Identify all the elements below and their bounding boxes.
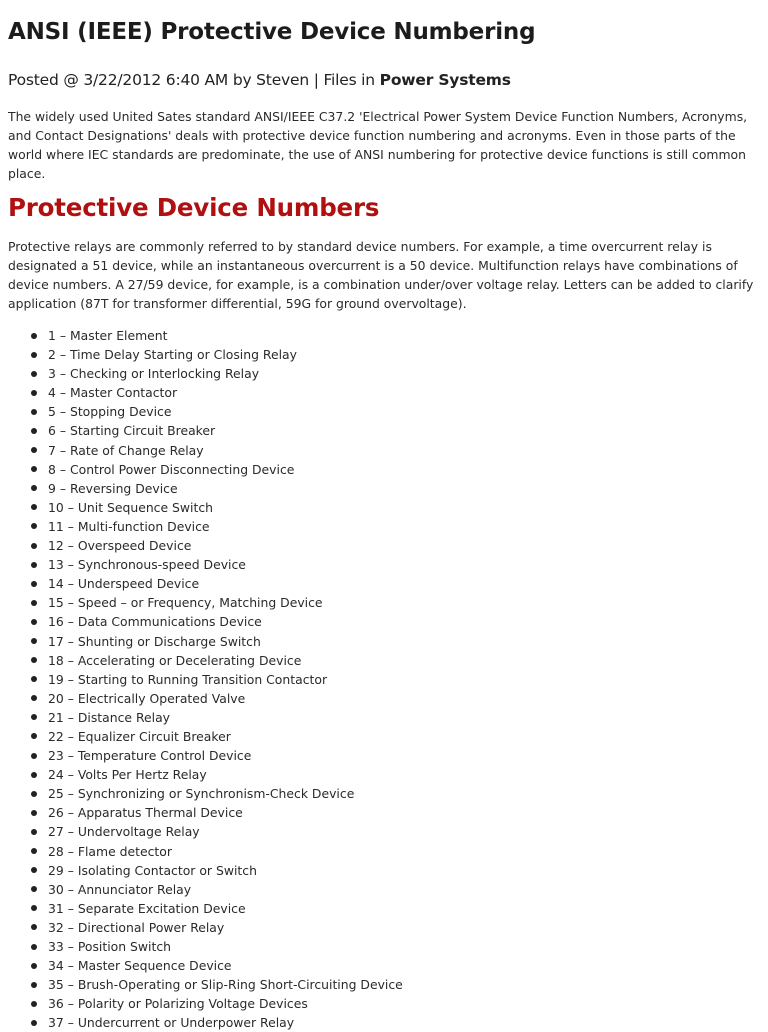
- list-item: [8, 402, 403, 421]
- post-category-link[interactable]: Power Systems: [379, 71, 511, 89]
- post-date: 3/22/2012 6:40 AM: [83, 71, 229, 89]
- bullet-icon: [31, 543, 37, 549]
- list-item-text: 30 – Annunciator Relay: [48, 881, 192, 897]
- bullet-icon: [31, 733, 37, 739]
- bullet-icon: [31, 772, 37, 778]
- bullet-icon: [31, 638, 37, 644]
- list-item: [8, 536, 403, 555]
- list-item: [8, 326, 403, 345]
- list-item-text: 6 – Starting Circuit Breaker: [48, 423, 216, 439]
- list-item-text: 14 – Underspeed Device: [48, 576, 200, 592]
- bullet-icon: [31, 714, 37, 720]
- files-in-label: | Files in: [308, 71, 380, 89]
- section-paragraph: Protective relays are commonly referred to by standard device numbers. For example, a time overcurrent relay is designated a 51 device, while an instantaneous overcurrent is a 50 device. Multifunction relays have combinations of device numbers. A 27/59 device, for example, is a combination under/over voltage relay. Letters can be added to clarify application (87T for transformer differential, 59G for ground overvoltage).: [8, 239, 754, 311]
- list-item-text: 28 – Flame detector: [48, 843, 172, 859]
- list-item-text: 4 – Master Contactor: [48, 385, 178, 401]
- bullet-icon: [31, 848, 37, 854]
- list-item-text: 11 – Multi-function Device: [48, 518, 210, 534]
- list-item: [8, 937, 403, 956]
- bullet-icon: [31, 371, 37, 377]
- list-item: [8, 708, 403, 727]
- list-item: [8, 345, 403, 364]
- list-item-text: 9 – Reversing Device: [48, 480, 178, 496]
- list-item-text: 12 – Overspeed Device: [48, 538, 192, 554]
- list-item: [8, 460, 403, 479]
- bullet-icon: [31, 963, 37, 969]
- bullet-icon: [31, 581, 37, 587]
- list-item: [8, 784, 403, 803]
- bullet-icon: [31, 504, 37, 510]
- bullet-icon: [31, 409, 37, 415]
- bullet-icon: [31, 1020, 37, 1026]
- list-item: [8, 994, 403, 1013]
- bullet-icon: [31, 676, 37, 682]
- list-item-text: 33 – Position Switch: [48, 939, 171, 954]
- bullet-icon: [31, 600, 37, 606]
- bullet-icon: [31, 829, 37, 835]
- bullet-icon: [31, 886, 37, 892]
- posted-prefix: Posted @: [8, 71, 84, 89]
- list-item-text: 35 – Brush-Operating or Slip-Ring Short-Circuiting Device: [48, 977, 403, 993]
- list-item-text: 37 – Undercurrent or Underpower Relay: [48, 1015, 295, 1031]
- bullet-icon: [31, 905, 37, 911]
- bullet-icon: [31, 333, 37, 339]
- by-label: by: [228, 71, 257, 89]
- bullet-icon: [31, 428, 37, 434]
- list-item: [8, 803, 403, 822]
- list-item: [8, 975, 403, 994]
- list-item-text: 17 – Shunting or Discharge Switch: [48, 633, 261, 649]
- list-item-text: 27 – Undervoltage Relay: [48, 824, 200, 840]
- list-item: [8, 612, 403, 631]
- bullet-icon: [31, 619, 37, 625]
- list-item: [8, 689, 403, 708]
- device-number-list: [8, 326, 403, 1032]
- list-item-text: 23 – Temperature Control Device: [48, 748, 252, 764]
- list-item: [8, 670, 403, 689]
- post-author[interactable]: Steven: [256, 71, 309, 89]
- list-item: [8, 517, 403, 536]
- list-item: [8, 1013, 403, 1032]
- list-item-text: 18 – Accelerating or Decelerating Device: [48, 652, 302, 668]
- list-item: [8, 479, 403, 498]
- list-item-text: 13 – Synchronous-speed Device: [48, 557, 246, 573]
- list-item-text: 3 – Checking or Interlocking Relay: [48, 366, 260, 382]
- list-item-text: 32 – Directional Power Relay: [48, 919, 225, 935]
- list-item-text: 31 – Separate Excitation Device: [48, 900, 246, 916]
- post-meta: [8, 71, 511, 89]
- bullet-icon: [31, 352, 37, 358]
- list-item: [8, 956, 403, 975]
- list-item: [8, 555, 403, 574]
- list-item: [8, 632, 403, 651]
- bullet-icon: [31, 657, 37, 663]
- list-item: [8, 746, 403, 765]
- bullet-icon: [31, 810, 37, 816]
- list-item-text: 1 – Master Element: [48, 328, 168, 343]
- bullet-icon: [31, 867, 37, 873]
- list-item: [8, 498, 403, 517]
- bullet-icon: [31, 944, 37, 950]
- bullet-icon: [31, 390, 37, 396]
- list-item-text: 15 – Speed – or Frequency, Matching Device: [48, 595, 323, 611]
- bullet-icon: [31, 753, 37, 759]
- section-heading: Protective Device Numbers: [8, 193, 380, 222]
- list-item: [8, 364, 403, 383]
- bullet-icon: [31, 523, 37, 529]
- list-item-text: 16 – Data Communications Device: [48, 614, 262, 630]
- list-item: [8, 880, 403, 899]
- list-item: [8, 861, 403, 880]
- list-item: [8, 574, 403, 593]
- list-item-text: 22 – Equalizer Circuit Breaker: [48, 728, 231, 744]
- list-item: [8, 765, 403, 784]
- bullet-icon: [31, 1001, 37, 1007]
- list-item: [8, 727, 403, 746]
- list-item-text: 36 – Polarity or Polarizing Voltage Devices: [48, 996, 308, 1012]
- bullet-icon: [31, 695, 37, 701]
- list-item-text: 20 – Electrically Operated Valve: [48, 690, 246, 706]
- list-item-text: 10 – Unit Sequence Switch: [48, 499, 214, 515]
- bullet-icon: [31, 466, 37, 472]
- list-item: [8, 441, 403, 460]
- list-item-text: 5 – Stopping Device: [48, 404, 172, 420]
- bullet-icon: [31, 447, 37, 453]
- list-item: [8, 593, 403, 612]
- list-item-text: 19 – Starting to Running Transition Contactor: [48, 671, 328, 687]
- list-item-text: 24 – Volts Per Hertz Relay: [48, 767, 207, 783]
- list-item-text: 21 – Distance Relay: [48, 709, 171, 725]
- list-item-text: 26 – Apparatus Thermal Device: [48, 805, 243, 821]
- list-item: [8, 651, 403, 670]
- article-title: ANSI (IEEE) Protective Device Numbering: [8, 19, 536, 45]
- list-item: [8, 918, 403, 937]
- list-item: [8, 822, 403, 841]
- bullet-icon: [31, 485, 37, 491]
- list-item: [8, 899, 403, 918]
- bullet-icon: [31, 791, 37, 797]
- list-item: [8, 421, 403, 440]
- intro-paragraph: The widely used United Sates standard ANSI/IEEE C37.2 'Electrical Power System Device Function Numbers, Acronyms, and Contact Designations' deals with protective device function numbering and acronyms. Even in those parts of the world where IEC standards are predominate, the use of ANSI numbering for protective device functions is still common place.: [8, 109, 748, 181]
- bullet-icon: [31, 924, 37, 930]
- list-item-text: 25 – Synchronizing or Synchronism-Check Device: [48, 786, 355, 802]
- list-item-text: 7 – Rate of Change Relay: [48, 442, 204, 458]
- list-item: [8, 842, 403, 861]
- bullet-icon: [31, 562, 37, 568]
- list-item-text: 8 – Control Power Disconnecting Device: [48, 461, 295, 477]
- list-item-text: 2 – Time Delay Starting or Closing Relay: [48, 347, 297, 363]
- list-item: [8, 383, 403, 402]
- bullet-icon: [31, 982, 37, 988]
- list-item-text: 34 – Master Sequence Device: [48, 958, 232, 974]
- list-item-text: 29 – Isolating Contactor or Switch: [48, 862, 257, 878]
